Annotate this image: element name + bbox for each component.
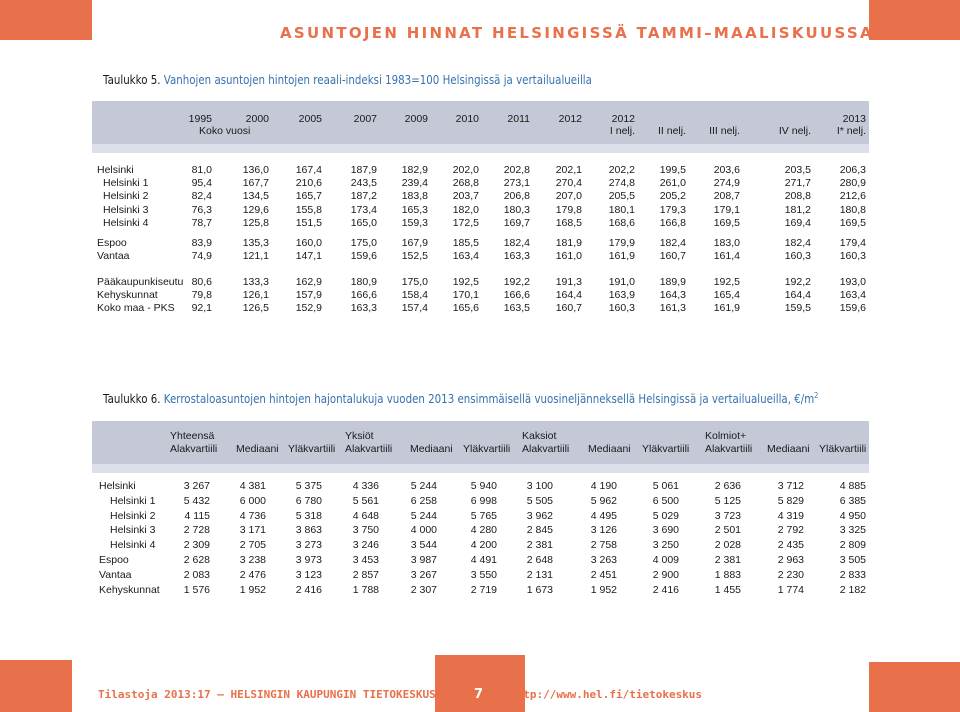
table5-cell: 207,0 bbox=[555, 190, 582, 203]
year-header: 2000 bbox=[245, 113, 269, 125]
table5-row-label: Helsinki 3 bbox=[103, 203, 149, 216]
table6-cell: 3 171 bbox=[239, 524, 266, 537]
table5-cell: 165,0 bbox=[350, 216, 377, 229]
table5-cell: 192,2 bbox=[503, 276, 530, 288]
table5-cell: 82,4 bbox=[191, 190, 212, 203]
table6-group-header: Yksiöt bbox=[345, 430, 374, 442]
quarter-header: IV nelj. bbox=[778, 125, 811, 137]
table6-cell: 4 280 bbox=[470, 524, 497, 537]
table5-cell: 182,0 bbox=[452, 203, 479, 216]
table5-cell: 134,5 bbox=[242, 190, 269, 203]
table5-cell: 161,4 bbox=[713, 250, 740, 263]
table5-cell: 187,2 bbox=[350, 190, 377, 203]
table5-cell: 160,7 bbox=[659, 250, 686, 263]
table6-cell: 4 000 bbox=[410, 524, 437, 537]
table5-cell: 168,6 bbox=[608, 216, 635, 229]
table5-cell: 164,4 bbox=[555, 289, 582, 302]
table5-cell: 159,5 bbox=[784, 302, 811, 315]
table6-cell: 1 952 bbox=[239, 583, 266, 596]
table6-cell: 4 381 bbox=[239, 480, 266, 492]
table5-cell: 135,3 bbox=[242, 237, 269, 249]
table6-cell: 3 453 bbox=[352, 554, 379, 566]
table5-cell: 157,9 bbox=[295, 289, 322, 302]
table6-cell: 5 505 bbox=[526, 494, 553, 507]
table5-cell: 161,9 bbox=[608, 250, 635, 263]
table6-cell: 6 780 bbox=[295, 494, 322, 507]
table6-cell: 2 728 bbox=[183, 524, 210, 537]
table5-cell: 192,5 bbox=[452, 276, 479, 288]
table5-cell: 79,8 bbox=[191, 289, 212, 302]
table5-cell: 185,5 bbox=[452, 237, 479, 249]
table5-cell: 182,4 bbox=[503, 237, 530, 249]
table5-caption bbox=[103, 72, 592, 87]
table6-cell: 4 115 bbox=[184, 509, 210, 522]
table6-cell: 5 244 bbox=[410, 509, 437, 522]
table6-cell: 2 857 bbox=[352, 568, 379, 581]
year-header: 2009 bbox=[404, 113, 428, 125]
table5-cell: 187,9 bbox=[350, 164, 377, 176]
table5-cell: 159,3 bbox=[401, 216, 428, 229]
table6-row-label: Helsinki bbox=[99, 480, 136, 492]
table5-cell: 163,3 bbox=[503, 250, 530, 263]
table5-cell: 205,5 bbox=[608, 190, 635, 203]
table6-cell: 3 267 bbox=[183, 480, 210, 492]
table5-cell: 192,5 bbox=[713, 276, 740, 288]
table6-cell: 1 883 bbox=[714, 568, 741, 581]
table5-cell: 167,7 bbox=[242, 177, 269, 190]
table6-cell: 3 962 bbox=[526, 509, 553, 522]
year-header: 2007 bbox=[353, 113, 377, 125]
table5-cell: 180,1 bbox=[608, 203, 635, 216]
year-header: 2011 bbox=[507, 113, 530, 125]
table5-cell: 167,9 bbox=[401, 237, 428, 249]
table6-stat-header: Alakvartiili bbox=[345, 443, 393, 455]
table5-cell: 182,4 bbox=[659, 237, 686, 249]
table6-row-label: Kehyskunnat bbox=[99, 583, 160, 596]
table6-cell: 4 190 bbox=[590, 480, 617, 492]
table5-cell: 169,5 bbox=[839, 216, 866, 229]
table5-header-band-lower bbox=[92, 144, 869, 153]
table6-stat-header: Yläkvartiili bbox=[463, 443, 511, 455]
table6-cell: 5 244 bbox=[410, 480, 437, 492]
quarter-header: III nelj. bbox=[709, 125, 740, 137]
quarter-header: I* nelj. bbox=[836, 125, 866, 137]
table5-cell: 208,7 bbox=[713, 190, 740, 203]
table5-cell: 202,2 bbox=[608, 164, 635, 176]
table6-stat-header: Yläkvartiili bbox=[288, 443, 336, 455]
table6-cell: 6 385 bbox=[839, 494, 866, 507]
table5-cell: 180,8 bbox=[839, 203, 866, 216]
table5-cell: 166,8 bbox=[659, 216, 686, 229]
table6-cell: 4 885 bbox=[839, 480, 866, 492]
table5-cell: 147,1 bbox=[295, 250, 322, 263]
table5-cell: 152,5 bbox=[401, 250, 428, 263]
year-header: 2012 bbox=[611, 113, 635, 125]
table5-cell: 163,4 bbox=[839, 289, 866, 302]
table5-cell: 175,0 bbox=[350, 237, 377, 249]
table6-cell: 4 200 bbox=[470, 539, 497, 552]
table6-row-label: Espoo bbox=[99, 554, 129, 566]
table5-cell: 179,9 bbox=[608, 237, 635, 249]
table6-cell: 3 505 bbox=[839, 554, 866, 566]
table6-cell: 4 736 bbox=[239, 509, 266, 522]
table6-row-label: Helsinki 2 bbox=[110, 509, 156, 522]
table6-cell: 2 182 bbox=[839, 583, 866, 596]
table6-cell: 1 455 bbox=[714, 583, 741, 596]
table6-cell: 2 719 bbox=[470, 583, 497, 596]
table6-cell: 2 028 bbox=[714, 539, 741, 552]
table6-cell: 6 000 bbox=[239, 494, 266, 507]
table5-cell: 162,9 bbox=[295, 276, 322, 288]
table5-cell: 203,5 bbox=[784, 164, 811, 176]
table6-cell: 5 318 bbox=[295, 509, 322, 522]
table6-cell: 2 809 bbox=[839, 539, 866, 552]
table5-cell: 179,4 bbox=[839, 237, 866, 249]
table6-cell: 5 375 bbox=[295, 480, 322, 492]
table5-cell: 183,0 bbox=[713, 237, 740, 249]
table5-cell: 274,9 bbox=[713, 177, 740, 190]
table6-cell: 2 636 bbox=[714, 480, 741, 492]
table6-cell: 2 833 bbox=[839, 568, 866, 581]
table6-stat-header: Mediaani bbox=[767, 443, 810, 455]
table6-cell: 3 100 bbox=[526, 480, 553, 492]
table5-cell: 160,7 bbox=[555, 302, 582, 315]
table6-cell: 1 576 bbox=[183, 583, 210, 596]
table5-cell: 78,7 bbox=[191, 216, 212, 229]
table6-stat-header: Alakvartiili bbox=[170, 443, 218, 455]
table5-cell: 126,1 bbox=[242, 289, 269, 302]
table6-cell: 2 307 bbox=[410, 583, 437, 596]
table5-cell: 158,4 bbox=[401, 289, 428, 302]
table6-cell: 2 648 bbox=[526, 554, 553, 566]
table5-row-label: Vantaa bbox=[97, 250, 130, 263]
table5-cell: 160,3 bbox=[608, 302, 635, 315]
table5-caption-lead: Taulukko 5. bbox=[103, 72, 161, 87]
table6-cell: 5 061 bbox=[652, 480, 679, 492]
table5-cell: 268,8 bbox=[452, 177, 479, 190]
table5-cell: 181,2 bbox=[784, 203, 811, 216]
table6-group-header: Yhteensä bbox=[170, 430, 215, 442]
table5-cell: 81,0 bbox=[191, 164, 212, 176]
table6-cell: 2 381 bbox=[526, 539, 553, 552]
table6-cell: 2 451 bbox=[590, 568, 617, 581]
table6-caption-text: Kerrostaloasuntojen hintojen hajontalukuja vuoden 2013 ensimmäisellä vuosineljänneksellä Helsingissä ja vertailualueilla, €/m bbox=[163, 391, 815, 407]
table6-cell: 5 029 bbox=[652, 509, 679, 522]
table5-cell: 166,6 bbox=[503, 289, 530, 302]
top-left-square bbox=[0, 0, 92, 40]
table6-cell: 6 258 bbox=[410, 494, 437, 507]
table6-cell: 3 712 bbox=[777, 480, 804, 492]
table5-cell: 161,3 bbox=[659, 302, 686, 315]
table6-stat-header: Mediaani bbox=[588, 443, 631, 455]
table5-cell: 182,4 bbox=[784, 237, 811, 249]
table5-cell: 159,6 bbox=[839, 302, 866, 315]
table6-cell: 3 987 bbox=[410, 554, 437, 566]
table5-row-label: Koko maa - PKS bbox=[97, 302, 175, 315]
table6-cell: 3 238 bbox=[239, 554, 266, 566]
table5-cell: 163,4 bbox=[452, 250, 479, 263]
table5-cell: 273,1 bbox=[503, 177, 530, 190]
table5-cell: 270,4 bbox=[555, 177, 582, 190]
table5-cell: 261,0 bbox=[659, 177, 686, 190]
table5-cell: 239,4 bbox=[401, 177, 428, 190]
table5-cell: 165,4 bbox=[713, 289, 740, 302]
table5-cell: 191,0 bbox=[608, 276, 635, 288]
table5-cell: 189,9 bbox=[659, 276, 686, 288]
table5-cell: 179,8 bbox=[555, 203, 582, 216]
table6-cell: 4 495 bbox=[590, 509, 617, 522]
table6-cell: 1 788 bbox=[352, 583, 379, 596]
table6-row-label: Vantaa bbox=[99, 568, 132, 581]
table5-cell: 157,4 bbox=[401, 302, 428, 315]
bottom-right-square bbox=[869, 662, 960, 712]
table5-cell: 164,4 bbox=[784, 289, 811, 302]
year-header: 2013 bbox=[842, 113, 866, 125]
table6-header-band-lower bbox=[92, 464, 869, 473]
table5-cell: 202,1 bbox=[555, 164, 582, 176]
table6-stat-header: Yläkvartiili bbox=[642, 443, 690, 455]
table6-cell: 3 250 bbox=[652, 539, 679, 552]
table6-cell: 3 263 bbox=[590, 554, 617, 566]
table6-cell: 2 416 bbox=[652, 583, 679, 596]
table5-cell: 183,8 bbox=[401, 190, 428, 203]
table5-cell: 83,9 bbox=[191, 237, 212, 249]
table6-cell: 4 648 bbox=[352, 509, 379, 522]
table5-cell: 179,1 bbox=[713, 203, 740, 216]
table5-cell: 192,2 bbox=[784, 276, 811, 288]
table6-cell: 1 673 bbox=[526, 583, 553, 596]
table5-cell: 161,9 bbox=[713, 302, 740, 315]
table5-cell: 202,8 bbox=[503, 164, 530, 176]
table6-cell: 2 416 bbox=[295, 583, 322, 596]
table5-cell: 152,9 bbox=[295, 302, 322, 315]
table6-cell: 4 491 bbox=[470, 554, 497, 566]
table5-row-label: Helsinki bbox=[97, 164, 134, 176]
table5-cell: 170,1 bbox=[452, 289, 479, 302]
table6-cell: 2 628 bbox=[183, 554, 210, 566]
table6-stat-header: Alakvartiili bbox=[522, 443, 570, 455]
table5-cell: 172,5 bbox=[452, 216, 479, 229]
table6-cell: 3 246 bbox=[352, 539, 379, 552]
table6-cell: 3 273 bbox=[295, 539, 322, 552]
table5-cell: 133,3 bbox=[242, 276, 269, 288]
table6-group-header: Kolmiot+ bbox=[705, 430, 747, 442]
year-header: 2010 bbox=[455, 113, 479, 125]
table6-cell: 2 435 bbox=[777, 539, 804, 552]
table6-cell: 2 900 bbox=[652, 568, 679, 581]
table5-cell: 205,2 bbox=[659, 190, 686, 203]
table5-cell: 125,8 bbox=[242, 216, 269, 229]
year-header: 2012 bbox=[558, 113, 582, 125]
table6-cell: 3 690 bbox=[652, 524, 679, 537]
table6-cell: 3 550 bbox=[470, 568, 497, 581]
table5-cell: 206,8 bbox=[503, 190, 530, 203]
table6-cell: 2 705 bbox=[239, 539, 266, 552]
table6-row-label: Helsinki 3 bbox=[110, 524, 156, 537]
table6-cell: 3 863 bbox=[295, 524, 322, 537]
table5-cell: 169,5 bbox=[713, 216, 740, 229]
page-number: 7 bbox=[474, 687, 484, 702]
table5-cell: 163,3 bbox=[350, 302, 377, 315]
table5-cell: 74,9 bbox=[191, 250, 212, 263]
table6-cell: 3 544 bbox=[410, 539, 437, 552]
table6-cell: 2 963 bbox=[777, 554, 804, 566]
table5-cell: 208,8 bbox=[784, 190, 811, 203]
table5-cell: 167,4 bbox=[295, 164, 322, 176]
table5-cell: 163,5 bbox=[503, 302, 530, 315]
table6-cell: 2 083 bbox=[183, 568, 210, 581]
table5-cell: 155,8 bbox=[295, 203, 322, 216]
table5-cell: 191,3 bbox=[555, 276, 582, 288]
table6-cell: 2 501 bbox=[714, 524, 741, 537]
table6-cell: 3 325 bbox=[839, 524, 866, 537]
table6-cell: 3 126 bbox=[590, 524, 617, 537]
table6-cell: 3 267 bbox=[410, 568, 437, 581]
table6-cell: 2 309 bbox=[183, 539, 210, 552]
table5-row-label: Espoo bbox=[97, 237, 127, 249]
table5-cell: 182,9 bbox=[401, 164, 428, 176]
table6-cell: 2 845 bbox=[526, 524, 553, 537]
year-header: 2005 bbox=[298, 113, 322, 125]
footer-url[interactable]: http://www.hel.fi/tietokeskus bbox=[510, 688, 703, 701]
table5-cell: 163,9 bbox=[608, 289, 635, 302]
table5-cell: 175,0 bbox=[401, 276, 428, 288]
table5-row-label: Helsinki 4 bbox=[103, 216, 149, 229]
table5-cell: 165,7 bbox=[295, 190, 322, 203]
table6-caption bbox=[103, 391, 818, 406]
table5-cell: 126,5 bbox=[242, 302, 269, 315]
table5-cell: 165,3 bbox=[401, 203, 428, 216]
koko-vuosi-label: Koko vuosi bbox=[199, 125, 251, 137]
table5-cell: 168,5 bbox=[555, 216, 582, 229]
table6-stat-header: Yläkvartiili bbox=[819, 443, 867, 455]
quarter-header: I nelj. bbox=[609, 125, 635, 137]
table5-cell: 151,5 bbox=[295, 216, 322, 229]
table5-cell: 210,6 bbox=[295, 177, 322, 190]
table5-cell: 203,7 bbox=[452, 190, 479, 203]
table6-cell: 5 765 bbox=[470, 509, 497, 522]
table6-cell: 4 009 bbox=[652, 554, 679, 566]
table6-cell: 3 123 bbox=[295, 568, 322, 581]
table6-group-header: Kaksiot bbox=[522, 430, 557, 442]
table5-row-label: Helsinki 1 bbox=[103, 177, 149, 190]
table5-cell: 203,6 bbox=[713, 164, 740, 176]
table5-cell: 121,1 bbox=[242, 250, 269, 263]
table6-cell: 3 723 bbox=[714, 509, 741, 522]
table6-cell: 3 750 bbox=[352, 524, 379, 537]
table6-row-label: Helsinki 4 bbox=[110, 539, 156, 552]
table5-cell: 199,5 bbox=[659, 164, 686, 176]
table6-cell: 2 476 bbox=[239, 568, 266, 581]
table5-row-label: Kehyskunnat bbox=[97, 289, 158, 302]
table6-row-label: Helsinki 1 bbox=[110, 494, 156, 507]
table6-cell: 4 950 bbox=[839, 509, 866, 522]
table5-cell: 274,8 bbox=[608, 177, 635, 190]
page-header-title: ASUNTOJEN HINNAT HELSINGISSÄ TAMMI–MAALISKUUSSA 2013 bbox=[280, 24, 933, 42]
table5-cell: 173,4 bbox=[350, 203, 377, 216]
table6-stat-header: Alakvartiili bbox=[705, 443, 753, 455]
table6-cell: 2 792 bbox=[777, 524, 804, 537]
table5-cell: 179,3 bbox=[659, 203, 686, 216]
quarter-header: II nelj. bbox=[657, 125, 686, 137]
table6-cell: 1 952 bbox=[590, 583, 617, 596]
table6-cell: 3 973 bbox=[295, 554, 322, 566]
table6-caption-superscript: 2 bbox=[814, 391, 819, 400]
table5-cell: 169,4 bbox=[784, 216, 811, 229]
table5-cell: 136,0 bbox=[242, 164, 269, 176]
year-header: 1995 bbox=[188, 113, 212, 125]
table5-cell: 206,3 bbox=[839, 164, 866, 176]
footer-publication: Tilastoja 2013:17 — HELSINGIN KAUPUNGIN TIETOKESKUS bbox=[98, 688, 436, 701]
table5-cell: 129,6 bbox=[242, 203, 269, 216]
table6-cell: 5 432 bbox=[183, 494, 210, 507]
table5-cell: 95,4 bbox=[191, 177, 212, 190]
table5-cell: 160,3 bbox=[784, 250, 811, 263]
table5-cell: 76,3 bbox=[191, 203, 212, 216]
bottom-center-square bbox=[435, 655, 525, 712]
table5-cell: 161,0 bbox=[555, 250, 582, 263]
table6-cell: 4 336 bbox=[352, 480, 379, 492]
table5-cell: 180,3 bbox=[503, 203, 530, 216]
table6-cell: 2 381 bbox=[714, 554, 741, 566]
table5-cell: 180,9 bbox=[350, 276, 377, 288]
table5-cell: 160,3 bbox=[839, 250, 866, 263]
table5-cell: 165,6 bbox=[452, 302, 479, 315]
table5-cell: 80,6 bbox=[191, 276, 212, 288]
table6-cell: 1 774 bbox=[777, 583, 804, 596]
table5-cell: 169,7 bbox=[503, 216, 530, 229]
table5-cell: 212,6 bbox=[839, 190, 866, 203]
table6-cell: 5 829 bbox=[777, 494, 804, 507]
table5-row-label: Helsinki 2 bbox=[103, 190, 149, 203]
table6-cell: 5 561 bbox=[352, 494, 379, 507]
table5-cell: 243,5 bbox=[350, 177, 377, 190]
table6-cell: 2 758 bbox=[590, 539, 617, 552]
table6-caption-lead: Taulukko 6. bbox=[103, 391, 161, 407]
table5-cell: 181,9 bbox=[555, 237, 582, 249]
table6-cell: 5 962 bbox=[590, 494, 617, 507]
table6-cell: 6 500 bbox=[652, 494, 679, 507]
table6-cell: 2 131 bbox=[526, 568, 553, 581]
table5-cell: 92,1 bbox=[191, 302, 212, 315]
bottom-left-square bbox=[0, 660, 72, 712]
table6-stat-header: Mediaani bbox=[236, 443, 279, 455]
table5-cell: 193,0 bbox=[839, 276, 866, 288]
table6-cell: 5 125 bbox=[714, 494, 741, 507]
table6-cell: 6 998 bbox=[470, 494, 497, 507]
table6-cell: 4 319 bbox=[777, 509, 804, 522]
table5-cell: 280,9 bbox=[839, 177, 866, 190]
table6-stat-header: Mediaani bbox=[410, 443, 453, 455]
table5-cell: 271,7 bbox=[784, 177, 811, 190]
table5-cell: 202,0 bbox=[452, 164, 479, 176]
table5-cell: 164,3 bbox=[659, 289, 686, 302]
table5-caption-text: Vanhojen asuntojen hintojen reaali-indeksi 1983=100 Helsingissä ja vertailualueilla bbox=[163, 72, 592, 87]
table6-cell: 2 230 bbox=[777, 568, 804, 581]
table5-cell: 160,0 bbox=[295, 237, 322, 249]
table5-row-label: Pääkaupunkiseutu bbox=[97, 276, 184, 288]
table5-cell: 166,6 bbox=[350, 289, 377, 302]
table5-cell: 159,6 bbox=[350, 250, 377, 263]
table6-cell: 5 940 bbox=[470, 480, 497, 492]
